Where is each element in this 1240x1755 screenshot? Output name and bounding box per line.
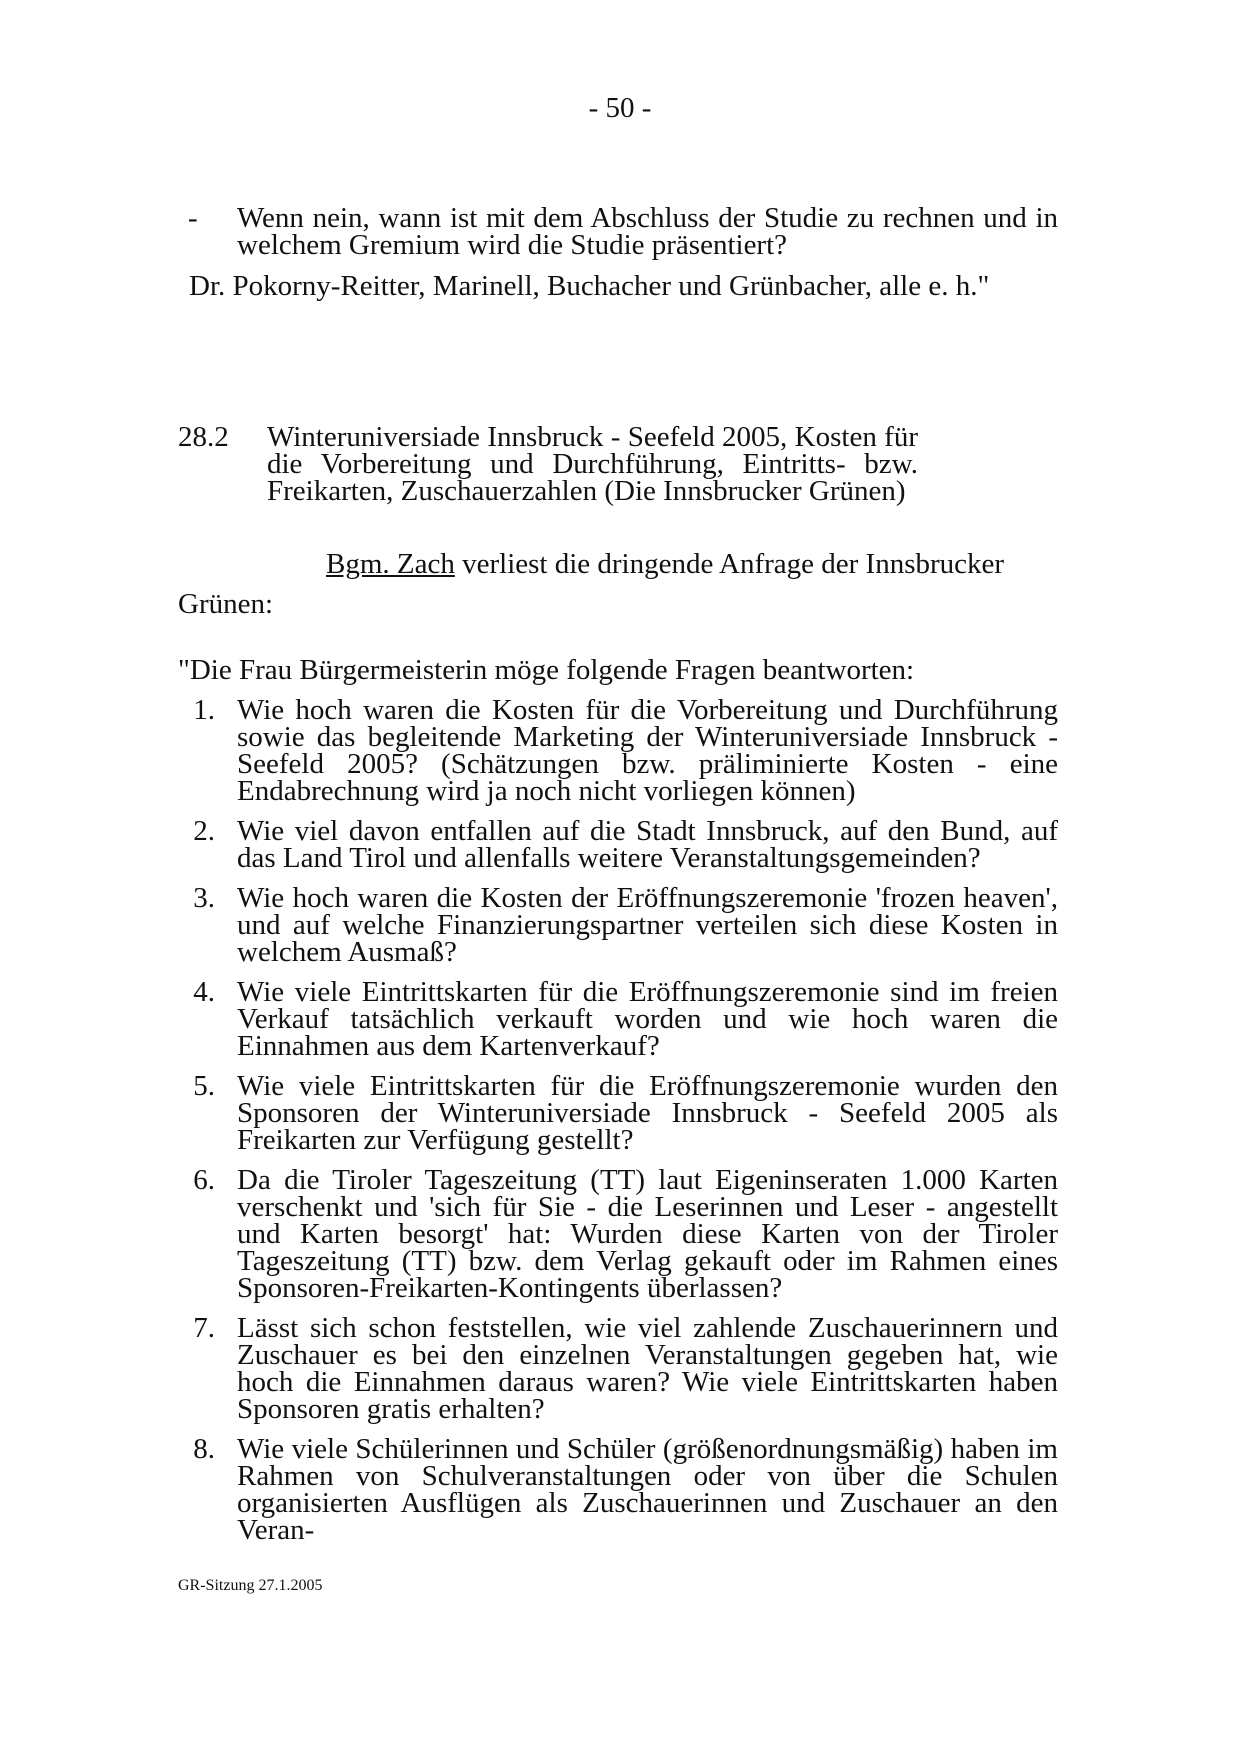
question-text: Wie viele Schülerinnen und Schüler (größenordnungsmäßig) haben im Rahmen von Schulveranstaltungen oder von über die Schulen organisierten Ausflügen als Zuschauerinnen und Zuschauer an den Veran- [237,1433,1058,1546]
signers-line: Dr. Pokorny-Reitter, Marinell, Buchacher und Grünbacher, alle e. h." [189,270,990,302]
continuation-list-item [178,202,1058,261]
question-item [178,1312,1058,1425]
question-text: Wie viele Eintrittskarten für die Eröffnungszeremonie sind im freien Verkauf tatsächlich verkauft worden und wie hoch waren die Einnahmen aus dem Kartenverkauf? [237,976,1058,1062]
dash-marker: - [188,202,198,234]
question-number: 2. [193,815,215,847]
question-item [178,1433,1058,1546]
footer-session-date: GR-Sitzung 27.1.2005 [178,1577,323,1594]
question-number: 5. [193,1070,215,1102]
question-text: Wie hoch waren die Kosten für die Vorbereitung und Durchführung sowie das begleitende Marketing der Winteruniversiade Innsbruck - Seefeld 2005? (Schätzungen bzw. präliminierte Kosten - eine Endabrechnung wird ja noch nicht vorliegen können) [237,694,1058,807]
section-heading [178,421,918,507]
page-number: - 50 - [588,92,652,124]
question-text: Wie viel davon entfallen auf die Stadt Innsbruck, auf den Bund, auf das Land Tirol und allenfalls weitere Veranstaltungsgemeinden? [237,815,1058,874]
question-text: Wie viele Eintrittskarten für die Eröffnungszeremonie wurden den Sponsoren der Winteruniversiade Innsbruck - Seefeld 2005 als Freikarten zur Verfügung gestellt? [237,1070,1058,1156]
section-title: Winteruniversiade Innsbruck - Seefeld 2005, Kosten für die Vorbereitung und Durchführung, Eintritts- bzw. Freikarten, Zuschauerzahlen (Die Innsbrucker Grünen) [267,421,918,507]
question-text: Wie hoch waren die Kosten der Eröffnungszeremonie 'frozen heaven', und auf welche Finanzierungspartner verteilen sich diese Kosten in welchem Ausmaß? [237,882,1058,968]
intro-text: verliest die dringende Anfrage der Innsbrucker [454,548,1005,580]
question-text: Lässt sich schon feststellen, wie viel zahlende Zuschauerinnern und Zuschauer es bei den einzelnen Veranstaltungen gegeben hat, wie hoch die Einnahmen daraus waren? Wie viele Eintrittskarten haben Sponsoren gratis erhalten? [237,1312,1058,1425]
question-item [178,976,1058,1062]
question-item [178,882,1058,968]
question-text: Da die Tiroler Tageszeitung (TT) laut Eigeninseraten 1.000 Karten verschenkt und 'sich für Sie - die Leserinnen und Leser - angestellt und Karten besorgt' hat: Wurden diese Karten von der Tiroler Tageszeitung (TT) bzw. dem Verlag gekauft oder im Rahmen eines Sponsoren-Freikarten-Kontingents überlassen? [237,1164,1058,1304]
intro-continuation: Grünen: [178,588,274,620]
question-number: 4. [193,976,215,1008]
question-item [178,694,1058,807]
question-number: 7. [193,1312,215,1344]
section-number: 28.2 [178,421,229,453]
question-item [178,1164,1058,1304]
inquiry-opening: "Die Frau Bürgermeisterin möge folgende Fragen beantworten: [178,654,915,686]
question-item [178,815,1058,874]
question-item [178,1070,1058,1156]
speaker-name: Bgm. Zach [326,548,455,580]
question-number: 3. [193,882,215,914]
question-number: 6. [193,1164,215,1196]
continuation-text: Wenn nein, wann ist mit dem Abschluss der Studie zu rechnen und in welchem Gremium wird die Studie präsentiert? [237,202,1058,261]
intro-paragraph [326,548,1046,580]
question-number: 1. [193,694,215,726]
question-number: 8. [193,1433,215,1465]
question-list [178,694,1058,1557]
